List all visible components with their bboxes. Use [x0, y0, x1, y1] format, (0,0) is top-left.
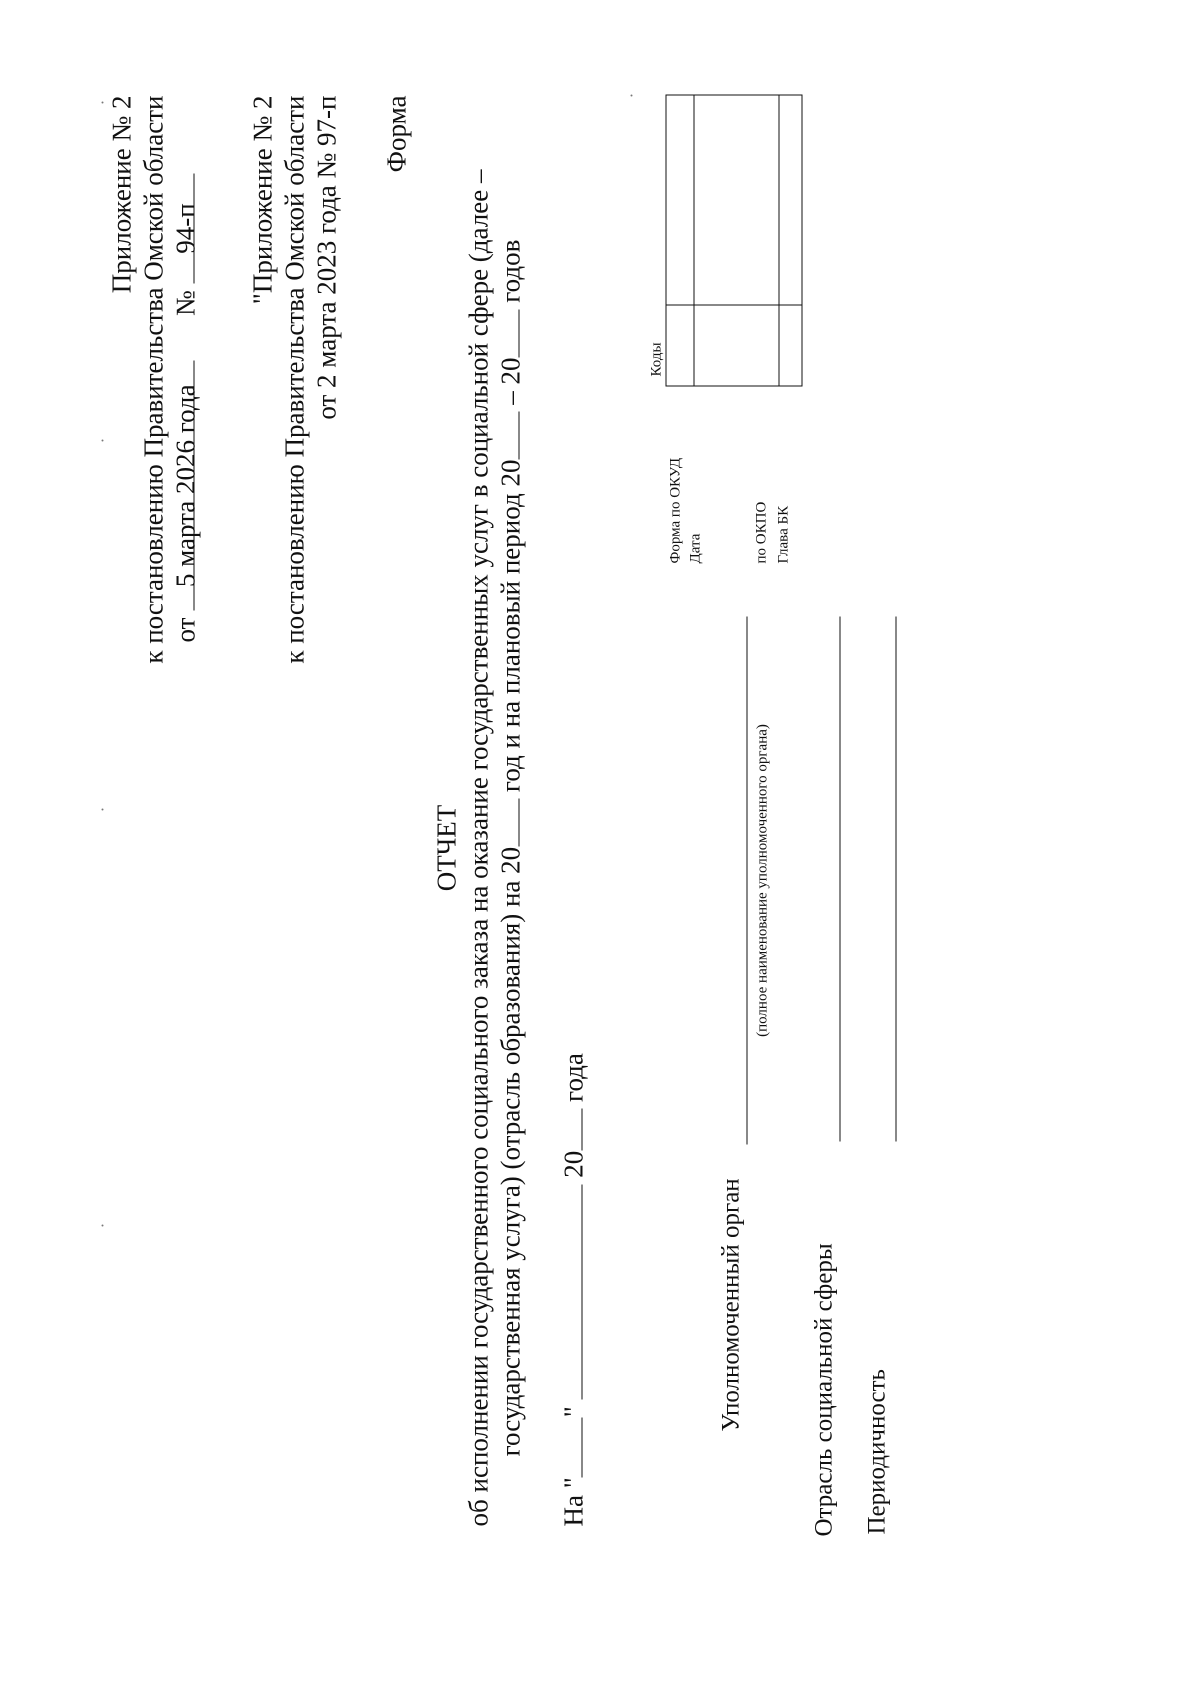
year-blank-2 — [558, 1109, 583, 1151]
codes-row-divider — [694, 96, 695, 386]
date-field — [170, 361, 201, 611]
scan-speck — [102, 1225, 104, 1227]
plan-year-blank-2 — [495, 310, 520, 358]
report-subtitle-line2 — [495, 0, 527, 1697]
bk-label: Глава БК — [775, 505, 792, 564]
periodicity-label: Периодичность — [863, 1369, 891, 1535]
codes-table — [666, 95, 803, 387]
scan-speck — [102, 809, 104, 811]
appendix-new-line1: Приложение № 2 — [106, 95, 137, 294]
date-quote-close: " — [558, 1406, 589, 1418]
appendix-old-line1: "Приложение № 2 — [247, 95, 278, 305]
number-sign: № — [170, 290, 201, 317]
appendix-old-line3: от 2 марта 2023 года № 97-п — [311, 95, 342, 420]
report-subtitle-line1: об исполнении государственного социального заказа на оказание государственных услуг в социальной сфере (далее – — [463, 169, 494, 1527]
authority-label: Уполномоченный орган — [717, 1178, 745, 1432]
okpo-label: по ОКПО — [753, 501, 770, 564]
date-year-prefix: 20 — [558, 1150, 589, 1178]
decree-date: 5 марта 2026 года — [170, 384, 201, 588]
subtitle-year-b: год и на плановый период 20 — [495, 459, 526, 793]
date-suffix: года — [558, 1053, 589, 1102]
plan-year-blank-1 — [495, 412, 520, 460]
codes-col-divider — [667, 305, 802, 306]
authority-hint: (полное наименование уполномоченного органа) — [754, 724, 771, 1037]
report-date-line — [558, 1053, 590, 1526]
appendix-new-line2: к постановлению Правительства Омской области — [138, 95, 169, 664]
year-blank — [495, 799, 520, 847]
day-blank — [558, 1417, 583, 1477]
subtitle-year-c: – 20 — [495, 357, 526, 405]
decree-number: 94-п — [170, 203, 201, 254]
appendix-new-date-line — [170, 174, 202, 643]
document-page — [1, 0, 1200, 1697]
number-field — [170, 174, 201, 284]
scan-speck — [102, 102, 104, 104]
subtitle-year-d: годов — [495, 239, 526, 303]
codes-row-divider — [779, 96, 780, 386]
month-blank — [558, 1184, 583, 1399]
appendix-old-line2: к постановлению Правительства Омской области — [279, 95, 310, 664]
subtitle-year-a: государственная услуга) (отрасль образования) на 20 — [495, 846, 526, 1457]
scan-speck — [631, 95, 633, 97]
from-prefix: от — [170, 617, 201, 643]
codes-header: Коды — [648, 342, 665, 377]
sector-line — [840, 617, 841, 1142]
report-title: ОТЧЕТ — [431, 804, 462, 892]
periodicity-line — [896, 617, 897, 1142]
date-label: Дата — [687, 533, 704, 564]
okud-label: Форма по ОКУД — [667, 457, 684, 564]
authority-line — [747, 617, 748, 1145]
form-label: Форма — [381, 95, 412, 173]
date-prefix: На " — [558, 1477, 589, 1527]
scan-speck — [102, 440, 104, 442]
sector-label: Отрасль социальной сферы — [810, 1243, 838, 1537]
